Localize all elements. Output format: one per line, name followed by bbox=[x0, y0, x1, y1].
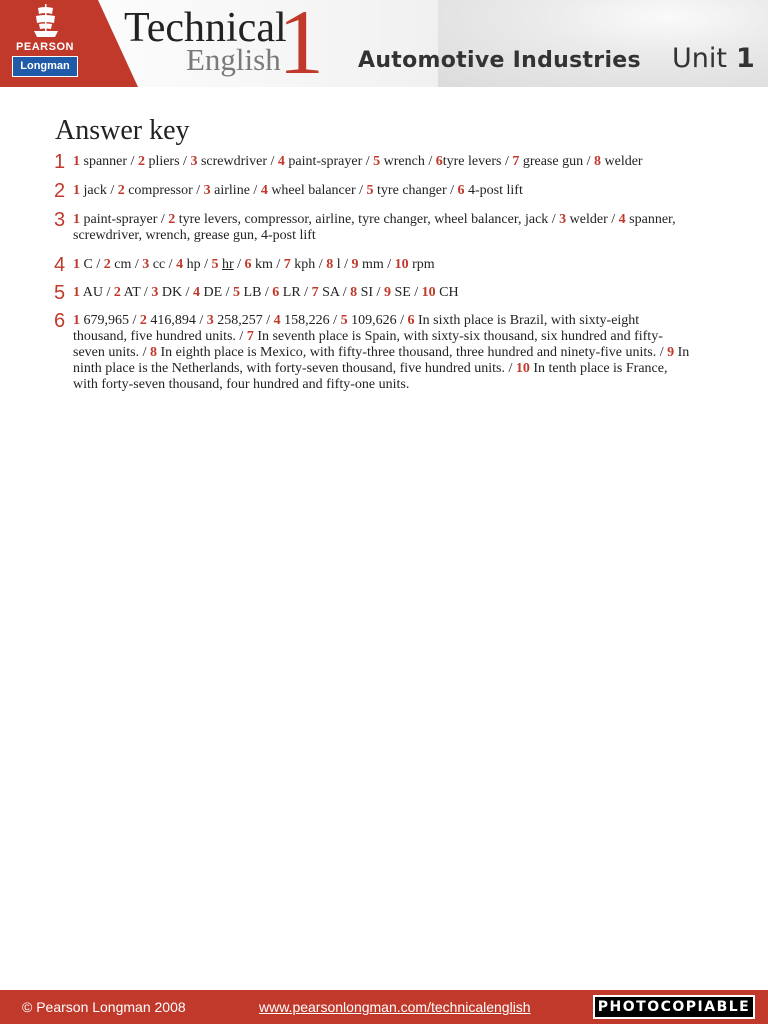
answer-item-number: 10 bbox=[394, 257, 409, 272]
answer-item-number: 9 bbox=[383, 285, 391, 300]
answer-item-text: 679,965 / bbox=[80, 313, 140, 328]
answer-list bbox=[54, 151, 694, 405]
answer-item-text: LB / bbox=[240, 285, 273, 300]
answer-item-number: 2 bbox=[103, 257, 111, 272]
answer-item-number: 4 bbox=[273, 313, 281, 328]
answer-item-number: 3 bbox=[206, 313, 214, 328]
answer-item-text: DK / bbox=[158, 285, 193, 300]
answer-item-number: 7 bbox=[246, 329, 254, 344]
answer-item-number: 8 bbox=[594, 154, 601, 169]
imprint-name: Longman bbox=[12, 56, 78, 77]
answer-item-underlined: hr bbox=[221, 257, 234, 272]
answer-item-text: 109,626 / bbox=[347, 313, 408, 328]
exercise-number: 1 bbox=[54, 151, 66, 173]
answer-item-number: 3 bbox=[190, 154, 198, 169]
answer-item-text: grease gun / bbox=[519, 154, 594, 169]
page-header bbox=[0, 0, 768, 87]
exercise-answer bbox=[54, 151, 694, 173]
answer-item-number: 8 bbox=[326, 257, 334, 272]
answer-item-text: SI / bbox=[357, 285, 384, 300]
answer-item-text: l / bbox=[333, 257, 352, 272]
answer-item-number: 8 bbox=[150, 345, 157, 360]
exercise-answer-text bbox=[73, 212, 676, 243]
answer-item-number: 6 bbox=[272, 285, 280, 300]
answer-item-text: rpm bbox=[408, 257, 435, 272]
answer-item-text: paint-sprayer / bbox=[284, 154, 374, 169]
answer-item-text: spanner, screwdriver, wrench, grease gun, 4-post lift bbox=[73, 212, 676, 243]
answer-item-text: In ninth place is the Netherlands, with forty-seven thousand, five hundred units. / bbox=[73, 345, 690, 376]
answer-item-text: km / bbox=[251, 257, 284, 272]
answer-item-number: 1 bbox=[73, 257, 80, 272]
answer-item-text: SE / bbox=[390, 285, 422, 300]
answer-item-number: 1 bbox=[73, 212, 80, 227]
answer-item-text: compressor / bbox=[124, 183, 204, 198]
answer-item-number: 7 bbox=[283, 257, 291, 272]
answer-item-text: kph / bbox=[290, 257, 327, 272]
answer-item-number: 6 bbox=[407, 313, 415, 328]
exercise-answer bbox=[54, 282, 694, 304]
answer-item-number: 2 bbox=[117, 183, 125, 198]
exercise-answer bbox=[54, 180, 694, 202]
photocopiable-badge: PHOTOCOPIABLE bbox=[593, 995, 755, 1019]
answer-item-text: airline / bbox=[210, 183, 261, 198]
exercise-answer-text bbox=[73, 183, 523, 198]
answer-item-text: jack / bbox=[80, 183, 118, 198]
exercise-answer-text bbox=[73, 257, 435, 272]
answer-item-text: 258,257 / bbox=[213, 313, 274, 328]
exercise-answer bbox=[54, 310, 694, 393]
answer-item-text: wheel balancer / bbox=[267, 183, 367, 198]
exercise-answer-text bbox=[73, 285, 459, 300]
answer-item-text: In eighth place is Mexico, with fifty-three thousand, three hundred and ninety-five units. / bbox=[157, 345, 668, 360]
exercise-answer-text bbox=[73, 313, 689, 392]
answer-item-number: 4 bbox=[618, 212, 626, 227]
answer-item-number: 4 bbox=[176, 257, 184, 272]
exercise-answer bbox=[54, 254, 694, 276]
answer-item-text: In seventh place is Spain, with sixty-six thousand, six hundred and fifty-seven units. / bbox=[73, 329, 663, 360]
exercise-answer bbox=[54, 209, 694, 244]
answer-item-number: 2 bbox=[137, 154, 145, 169]
answer-item-text: SA / bbox=[318, 285, 351, 300]
answer-item-text: DE / bbox=[199, 285, 234, 300]
page-footer bbox=[0, 990, 768, 1024]
answer-item-text: 4-post lift bbox=[464, 183, 523, 198]
answer-item-text: wrench / bbox=[380, 154, 436, 169]
book-level-number: 1 bbox=[278, 0, 324, 87]
answer-item-text: 158,226 / bbox=[280, 313, 341, 328]
answer-item-number: 9 bbox=[667, 345, 675, 360]
answer-item-number: 6 bbox=[435, 154, 443, 169]
subject-title: Automotive Industries bbox=[358, 48, 641, 73]
unit-label: Unit bbox=[672, 43, 727, 74]
answer-item-text: cm / bbox=[110, 257, 143, 272]
answer-item-number: 3 bbox=[203, 183, 211, 198]
website-link[interactable]: www.pearsonlongman.com/technicalenglish bbox=[259, 999, 531, 1015]
answer-item-text: tyre levers / bbox=[442, 154, 513, 169]
unit-number: 1 bbox=[736, 43, 755, 74]
answer-item-text: welder / bbox=[566, 212, 619, 227]
answer-item-text: paint-sprayer / bbox=[80, 212, 169, 227]
answer-item-number: 1 bbox=[73, 285, 80, 300]
answer-item-text: mm / bbox=[358, 257, 395, 272]
exercise-answer-text bbox=[73, 154, 643, 169]
answer-item-number: 7 bbox=[311, 285, 319, 300]
answer-item-number: 5 bbox=[340, 313, 348, 328]
answer-item-number: 5 bbox=[373, 154, 381, 169]
pearson-longman-logo[interactable] bbox=[12, 3, 78, 75]
publisher-name: PEARSON bbox=[16, 41, 74, 53]
answer-item-number: 8 bbox=[350, 285, 358, 300]
answer-item-number: 1 bbox=[73, 183, 80, 198]
answer-item-number: 5 bbox=[233, 285, 241, 300]
answer-item-text: tyre levers, compressor, airline, tyre changer, wheel balancer, jack / bbox=[175, 212, 560, 227]
answer-item-number: 5 bbox=[211, 257, 219, 272]
book-title-english: English bbox=[186, 42, 281, 77]
answer-item-text: In tenth place is France, with forty-seven thousand, four hundred and fifty-one units. bbox=[73, 361, 668, 392]
answer-item-text: CH bbox=[435, 285, 459, 300]
answer-item-number: 4 bbox=[260, 183, 268, 198]
answer-item-number: 1 bbox=[73, 313, 80, 328]
answer-item-text: In sixth place is Brazil, with sixty-eight thousand, five hundred units. / bbox=[73, 313, 640, 344]
answer-item-number: 7 bbox=[512, 154, 520, 169]
answer-item-separator: / bbox=[233, 257, 245, 272]
answer-item-text: AU / bbox=[80, 285, 114, 300]
exercise-number: 3 bbox=[54, 209, 66, 231]
answer-item-number: 10 bbox=[515, 361, 530, 376]
exercise-number: 2 bbox=[54, 180, 66, 202]
answer-item-text: 416,894 / bbox=[146, 313, 207, 328]
answer-item-text: screwdriver / bbox=[197, 154, 278, 169]
answer-item-text: C / bbox=[80, 257, 104, 272]
answer-item-number: 2 bbox=[113, 285, 121, 300]
answer-item-number: 9 bbox=[351, 257, 359, 272]
answer-item-text: pliers / bbox=[144, 154, 191, 169]
answer-item-number: 1 bbox=[73, 154, 80, 169]
answer-item-text: welder bbox=[601, 154, 643, 169]
answer-item-text: spanner / bbox=[80, 154, 138, 169]
answer-item-number: 6 bbox=[244, 257, 252, 272]
exercise-number: 5 bbox=[54, 282, 66, 304]
exercise-number: 6 bbox=[54, 310, 66, 332]
exercise-number: 4 bbox=[54, 254, 66, 276]
answer-item-number: 3 bbox=[151, 285, 159, 300]
answer-item-text: tyre changer / bbox=[373, 183, 458, 198]
answer-item-text: cc / bbox=[149, 257, 177, 272]
answer-item-text: LR / bbox=[279, 285, 312, 300]
answer-item-number: 2 bbox=[168, 212, 176, 227]
answer-item-text: hp / bbox=[183, 257, 212, 272]
book-title-technical: Technical bbox=[124, 5, 287, 51]
answer-item-number: 2 bbox=[139, 313, 147, 328]
answer-item-number: 6 bbox=[457, 183, 465, 198]
answer-item-number: 4 bbox=[277, 154, 285, 169]
answer-item-text: AT / bbox=[120, 285, 152, 300]
answer-item-number: 3 bbox=[559, 212, 567, 227]
answer-item-number: 3 bbox=[142, 257, 150, 272]
page-title: Answer key bbox=[55, 115, 190, 146]
sailing-ship-icon bbox=[33, 3, 59, 39]
answer-item-number: 10 bbox=[421, 285, 436, 300]
copyright-text: © Pearson Longman 2008 bbox=[22, 999, 186, 1015]
answer-item-number: 4 bbox=[192, 285, 200, 300]
answer-item-number: 5 bbox=[366, 183, 374, 198]
